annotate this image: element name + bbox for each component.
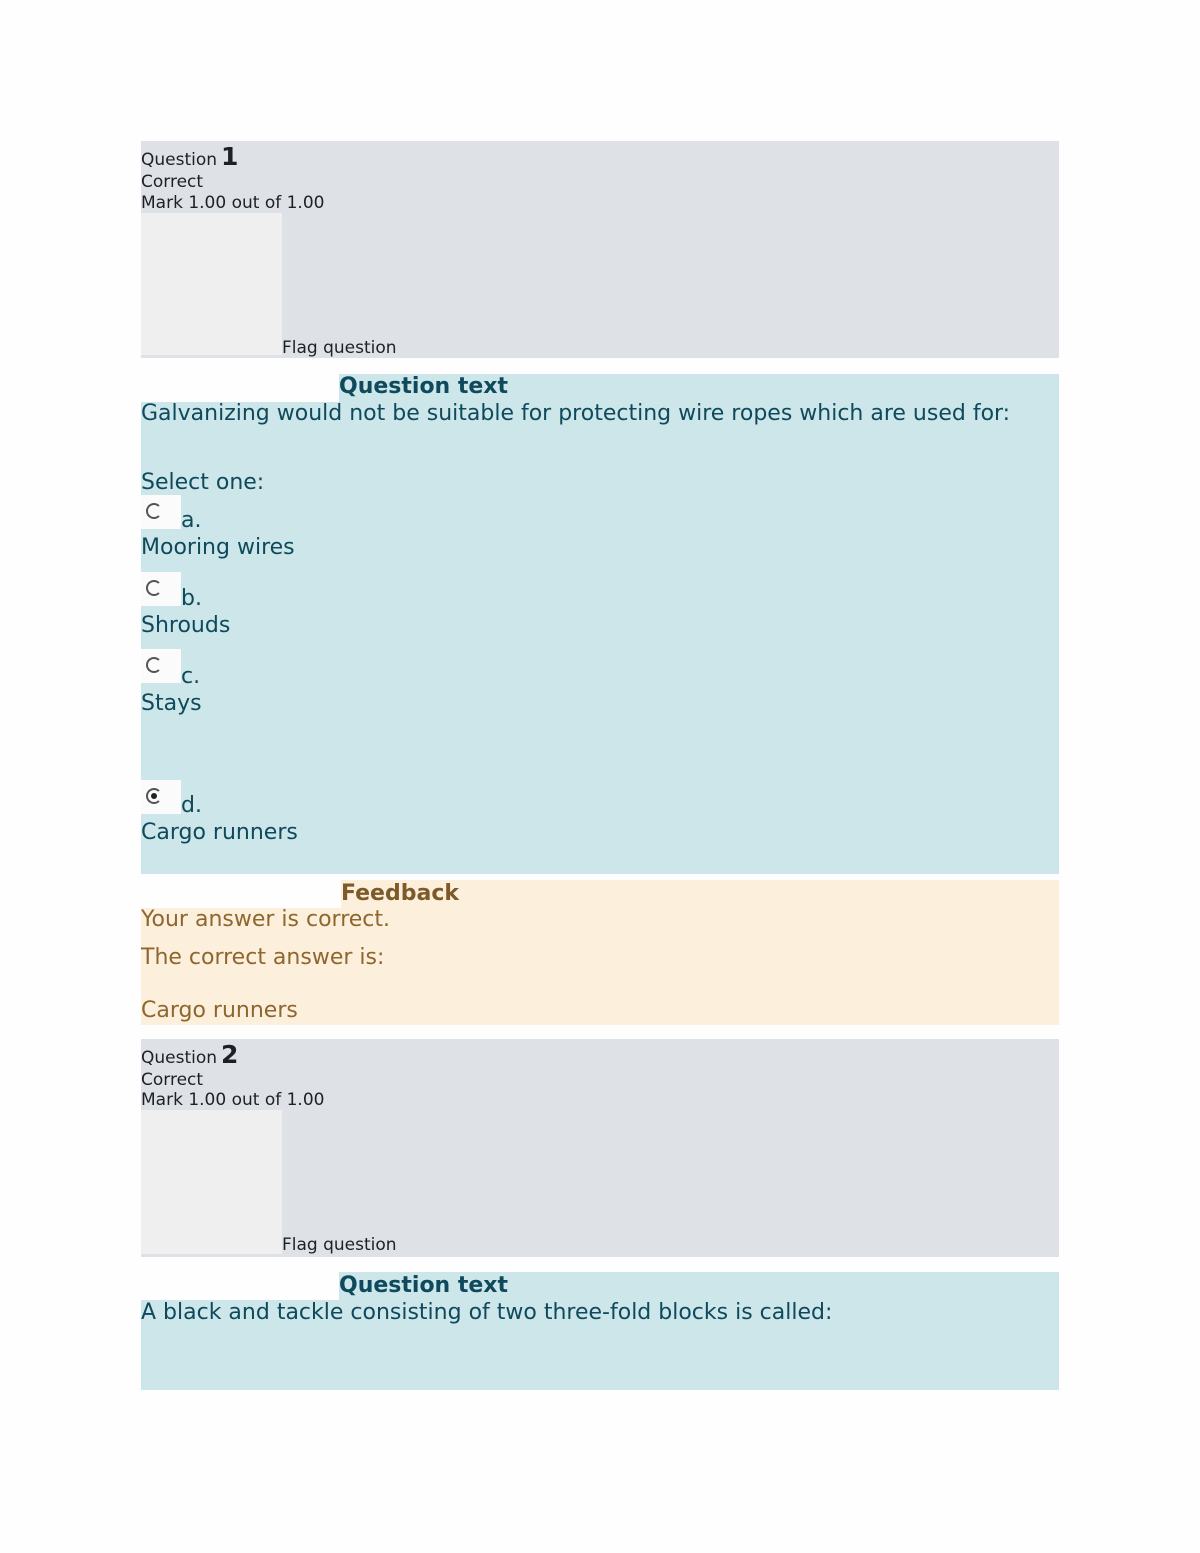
option-d-letter: d.: [181, 793, 202, 818]
flag-icon[interactable]: [141, 213, 282, 355]
option-b-text[interactable]: Shrouds: [141, 613, 231, 638]
option-b-letter: b.: [181, 586, 202, 611]
question-2-info: [141, 1039, 1059, 1257]
question-label: Question: [141, 1048, 218, 1068]
question-number-line: [141, 1040, 239, 1069]
option-b-radio[interactable]: [146, 580, 162, 596]
option-d-radio[interactable]: [146, 788, 162, 804]
question-number: 1: [221, 142, 239, 171]
question-text-heading: Question text: [339, 374, 509, 399]
question-state: Correct: [141, 172, 204, 192]
question-2-formulation: [141, 1272, 1059, 1390]
option-c-radio-box: [141, 649, 181, 683]
correct-answer-label: The correct answer is:: [141, 945, 385, 970]
question-1-info: [141, 141, 1059, 358]
question-text: A black and tackle consisting of two three-fold blocks is called:: [141, 1300, 833, 1325]
option-c-radio[interactable]: [146, 657, 162, 673]
question-number-line: [141, 142, 239, 171]
question-label: Question: [141, 150, 218, 170]
option-c-text[interactable]: Stays: [141, 691, 202, 716]
option-c-letter: c.: [181, 664, 201, 689]
option-a-letter: a.: [181, 508, 202, 533]
feedback-result: Your answer is correct.: [141, 907, 391, 932]
question-text: Galvanizing would not be suitable for protecting wire ropes which are used for:: [141, 401, 1011, 426]
option-a-radio-box: [141, 495, 181, 529]
question-state: Correct: [141, 1070, 204, 1090]
question-text-heading: Question text: [339, 1273, 509, 1298]
option-a-radio[interactable]: [146, 503, 162, 519]
select-one-prompt: Select one:: [141, 470, 265, 495]
flag-icon[interactable]: [141, 1110, 282, 1254]
question-number: 2: [221, 1040, 239, 1069]
flag-question-link[interactable]: Flag question: [282, 1235, 397, 1255]
flag-question-link[interactable]: Flag question: [282, 338, 397, 358]
question-grade: Mark 1.00 out of 1.00: [141, 193, 325, 213]
feedback-heading: Feedback: [341, 881, 459, 906]
correct-answer: Cargo runners: [141, 998, 298, 1023]
option-d-text[interactable]: Cargo runners: [141, 820, 298, 845]
question-1-formulation: [141, 374, 1059, 874]
option-a-text[interactable]: Mooring wires: [141, 535, 295, 560]
question-grade: Mark 1.00 out of 1.00: [141, 1090, 325, 1110]
option-d-radio-box: [141, 780, 181, 814]
option-b-radio-box: [141, 572, 181, 606]
question-1-feedback: [141, 880, 1059, 1025]
